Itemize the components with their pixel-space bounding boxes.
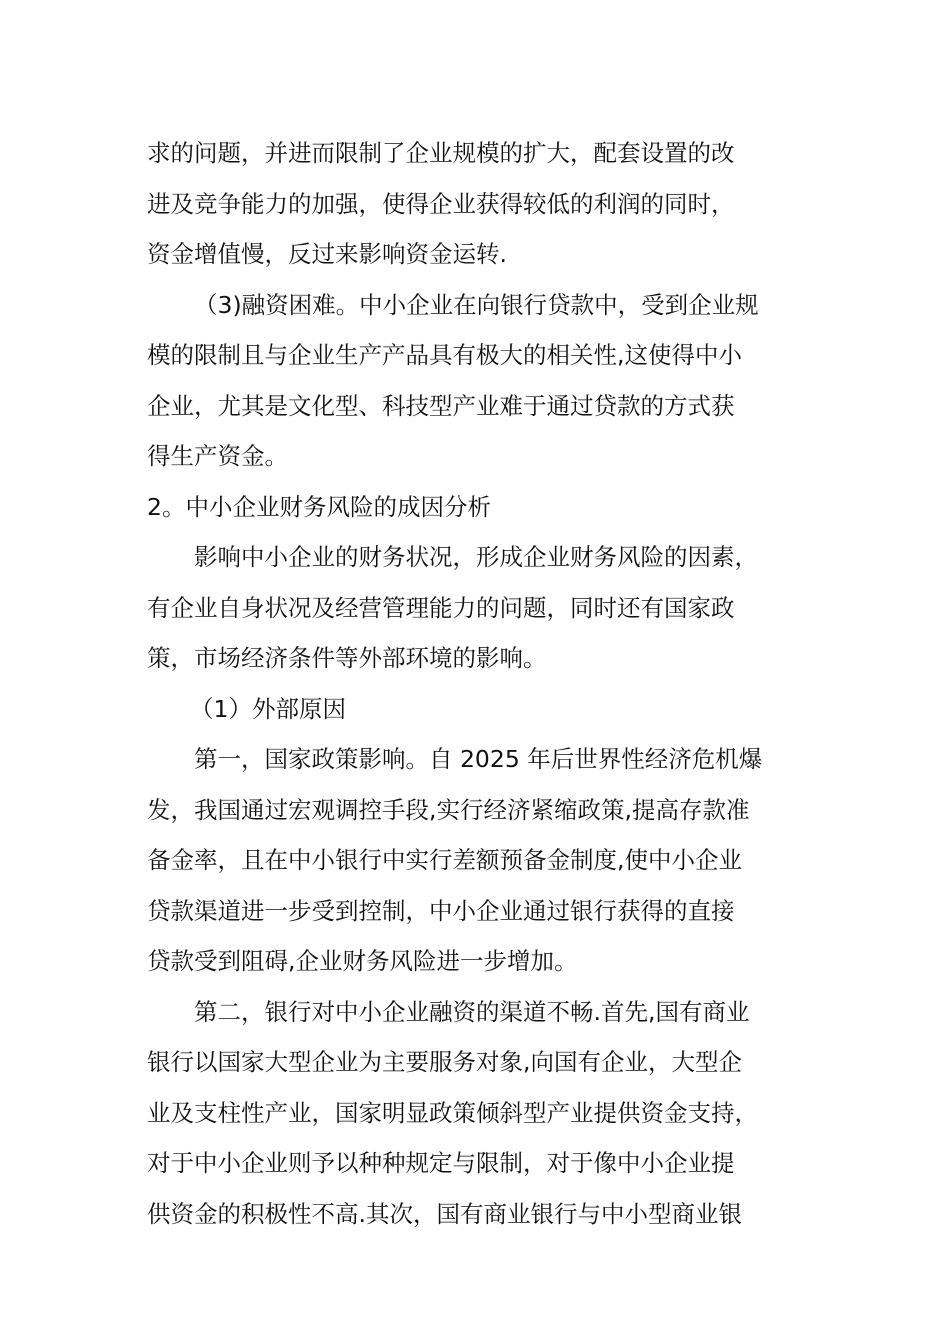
paragraph-start-line: 影响中小企业的财务状况，形成企业财务风险的因素， xyxy=(194,543,758,571)
text-line: 对于中小企业则予以种种规定与限制，对于像中小企业提 xyxy=(147,1149,735,1177)
text-line: 模的限制且与企业生产产品具有极大的相关性,这使得中小 xyxy=(147,341,742,369)
text-line: 银行以国家大型企业为主要服务对象,向国有企业，大型企 xyxy=(147,1048,742,1076)
text-line: 得生产资金。 xyxy=(147,442,288,470)
text-line: 备金率，且在中小银行中实行差额预备金制度,使中小企业 xyxy=(147,846,742,874)
text-line: 业及支柱性产业，国家明显政策倾斜型产业提供资金支持， xyxy=(147,1098,758,1127)
text-line: 策，市场经济条件等外部环境的影响。 xyxy=(147,644,547,672)
subsection-heading: （1）外部原因 xyxy=(190,694,346,723)
text-line: 企业，尤其是文化型、科技型产业难于通过贷款的方式获 xyxy=(147,391,735,420)
paragraph-start-line: 第一，国家政策影响。自 2025 年后世界性经济危机爆 xyxy=(194,745,763,773)
document-body xyxy=(147,128,807,1239)
text-line: 求的问题，并进而限制了企业规模的扩大，配套设置的改 xyxy=(147,139,735,167)
text-line: 贷款渠道进一步受到控制，中小企业通过银行获得的直接 xyxy=(147,896,735,925)
paragraph-start-line: 第二，银行对中小企业融资的渠道不畅.首先,国有商业 xyxy=(194,997,750,1026)
text-line: 资金增值慢，反过来影响资金运转. xyxy=(147,240,507,268)
text-line: 发，我国通过宏观调控手段,实行经济紧缩政策,提高存款准 xyxy=(147,795,750,824)
text-line: 有企业自身状况及经营管理能力的问题，同时还有国家政 xyxy=(147,593,735,622)
text-line: 供资金的积极性不高.其次，国有商业银行与中小型商业银 xyxy=(147,1199,742,1228)
text-line: 贷款受到阻碍,企业财务风险进一步增加。 xyxy=(147,947,578,975)
text-line: 进及竞争能力的加强，使得企业获得较低的利润的同时， xyxy=(147,189,735,218)
section-heading: 2。中小企业财务风险的成因分析 xyxy=(147,492,491,521)
paragraph-start-line: （3)融资困难。中小企业在向银行贷款中，受到企业规 xyxy=(194,290,759,319)
